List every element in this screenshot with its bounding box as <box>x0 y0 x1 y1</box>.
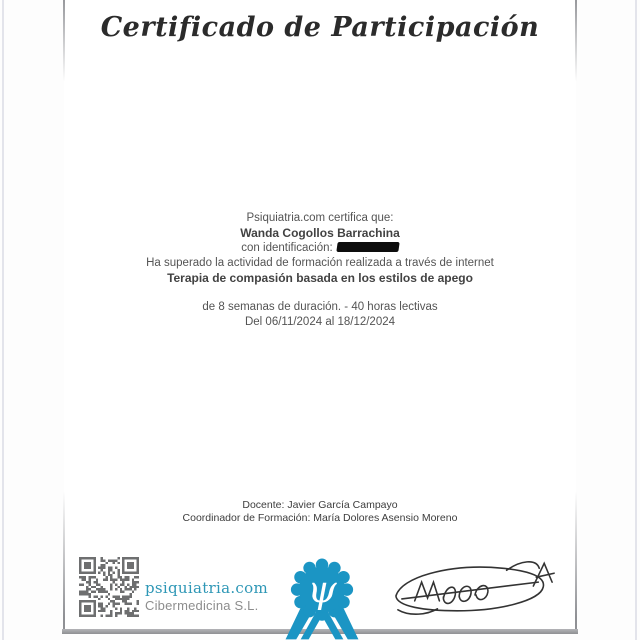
psi-rosette-ribbon-badge-icon <box>282 557 362 640</box>
course-title: Terapia de compasión basada en los estilos de apego <box>167 271 473 285</box>
certificate-page <box>64 0 576 630</box>
company-name: Cibermedicina S.L. <box>145 598 259 613</box>
recipient-name: Wanda Cogollos Barrachina <box>240 226 400 240</box>
photo-right-edge <box>635 0 637 640</box>
qr-code-icon <box>79 556 139 618</box>
date-range-line: Del 06/11/2024 al 18/12/2024 <box>244 316 396 328</box>
handwritten-signature <box>388 556 562 630</box>
identification-line <box>64 241 576 256</box>
issuer-line: Psiquiatria.com certifica que: <box>246 212 394 224</box>
identification-redaction-bar <box>336 242 399 252</box>
teacher-line: Docente: Javier García Campayo <box>242 499 398 511</box>
coordinator-line: Coordinador de Formación: María Dolores Asensio Moreno <box>182 512 458 524</box>
spacer <box>64 286 576 300</box>
duration-line: de 8 semanas de duración. - 40 horas lectivas <box>202 301 438 313</box>
completion-line: Ha superado la actividad de formación realizada a través de internet <box>146 257 494 269</box>
certificate-body <box>64 211 576 330</box>
photo-left-edge <box>2 0 4 640</box>
certificate-title: Certificado de Participación <box>100 12 540 43</box>
brand-logo <box>145 581 268 612</box>
identification-label: con identificación: <box>241 242 333 254</box>
brand-name: psiquiatria.com <box>145 579 268 597</box>
psi-glyph: ψ <box>307 567 337 612</box>
staff-block <box>64 499 576 525</box>
